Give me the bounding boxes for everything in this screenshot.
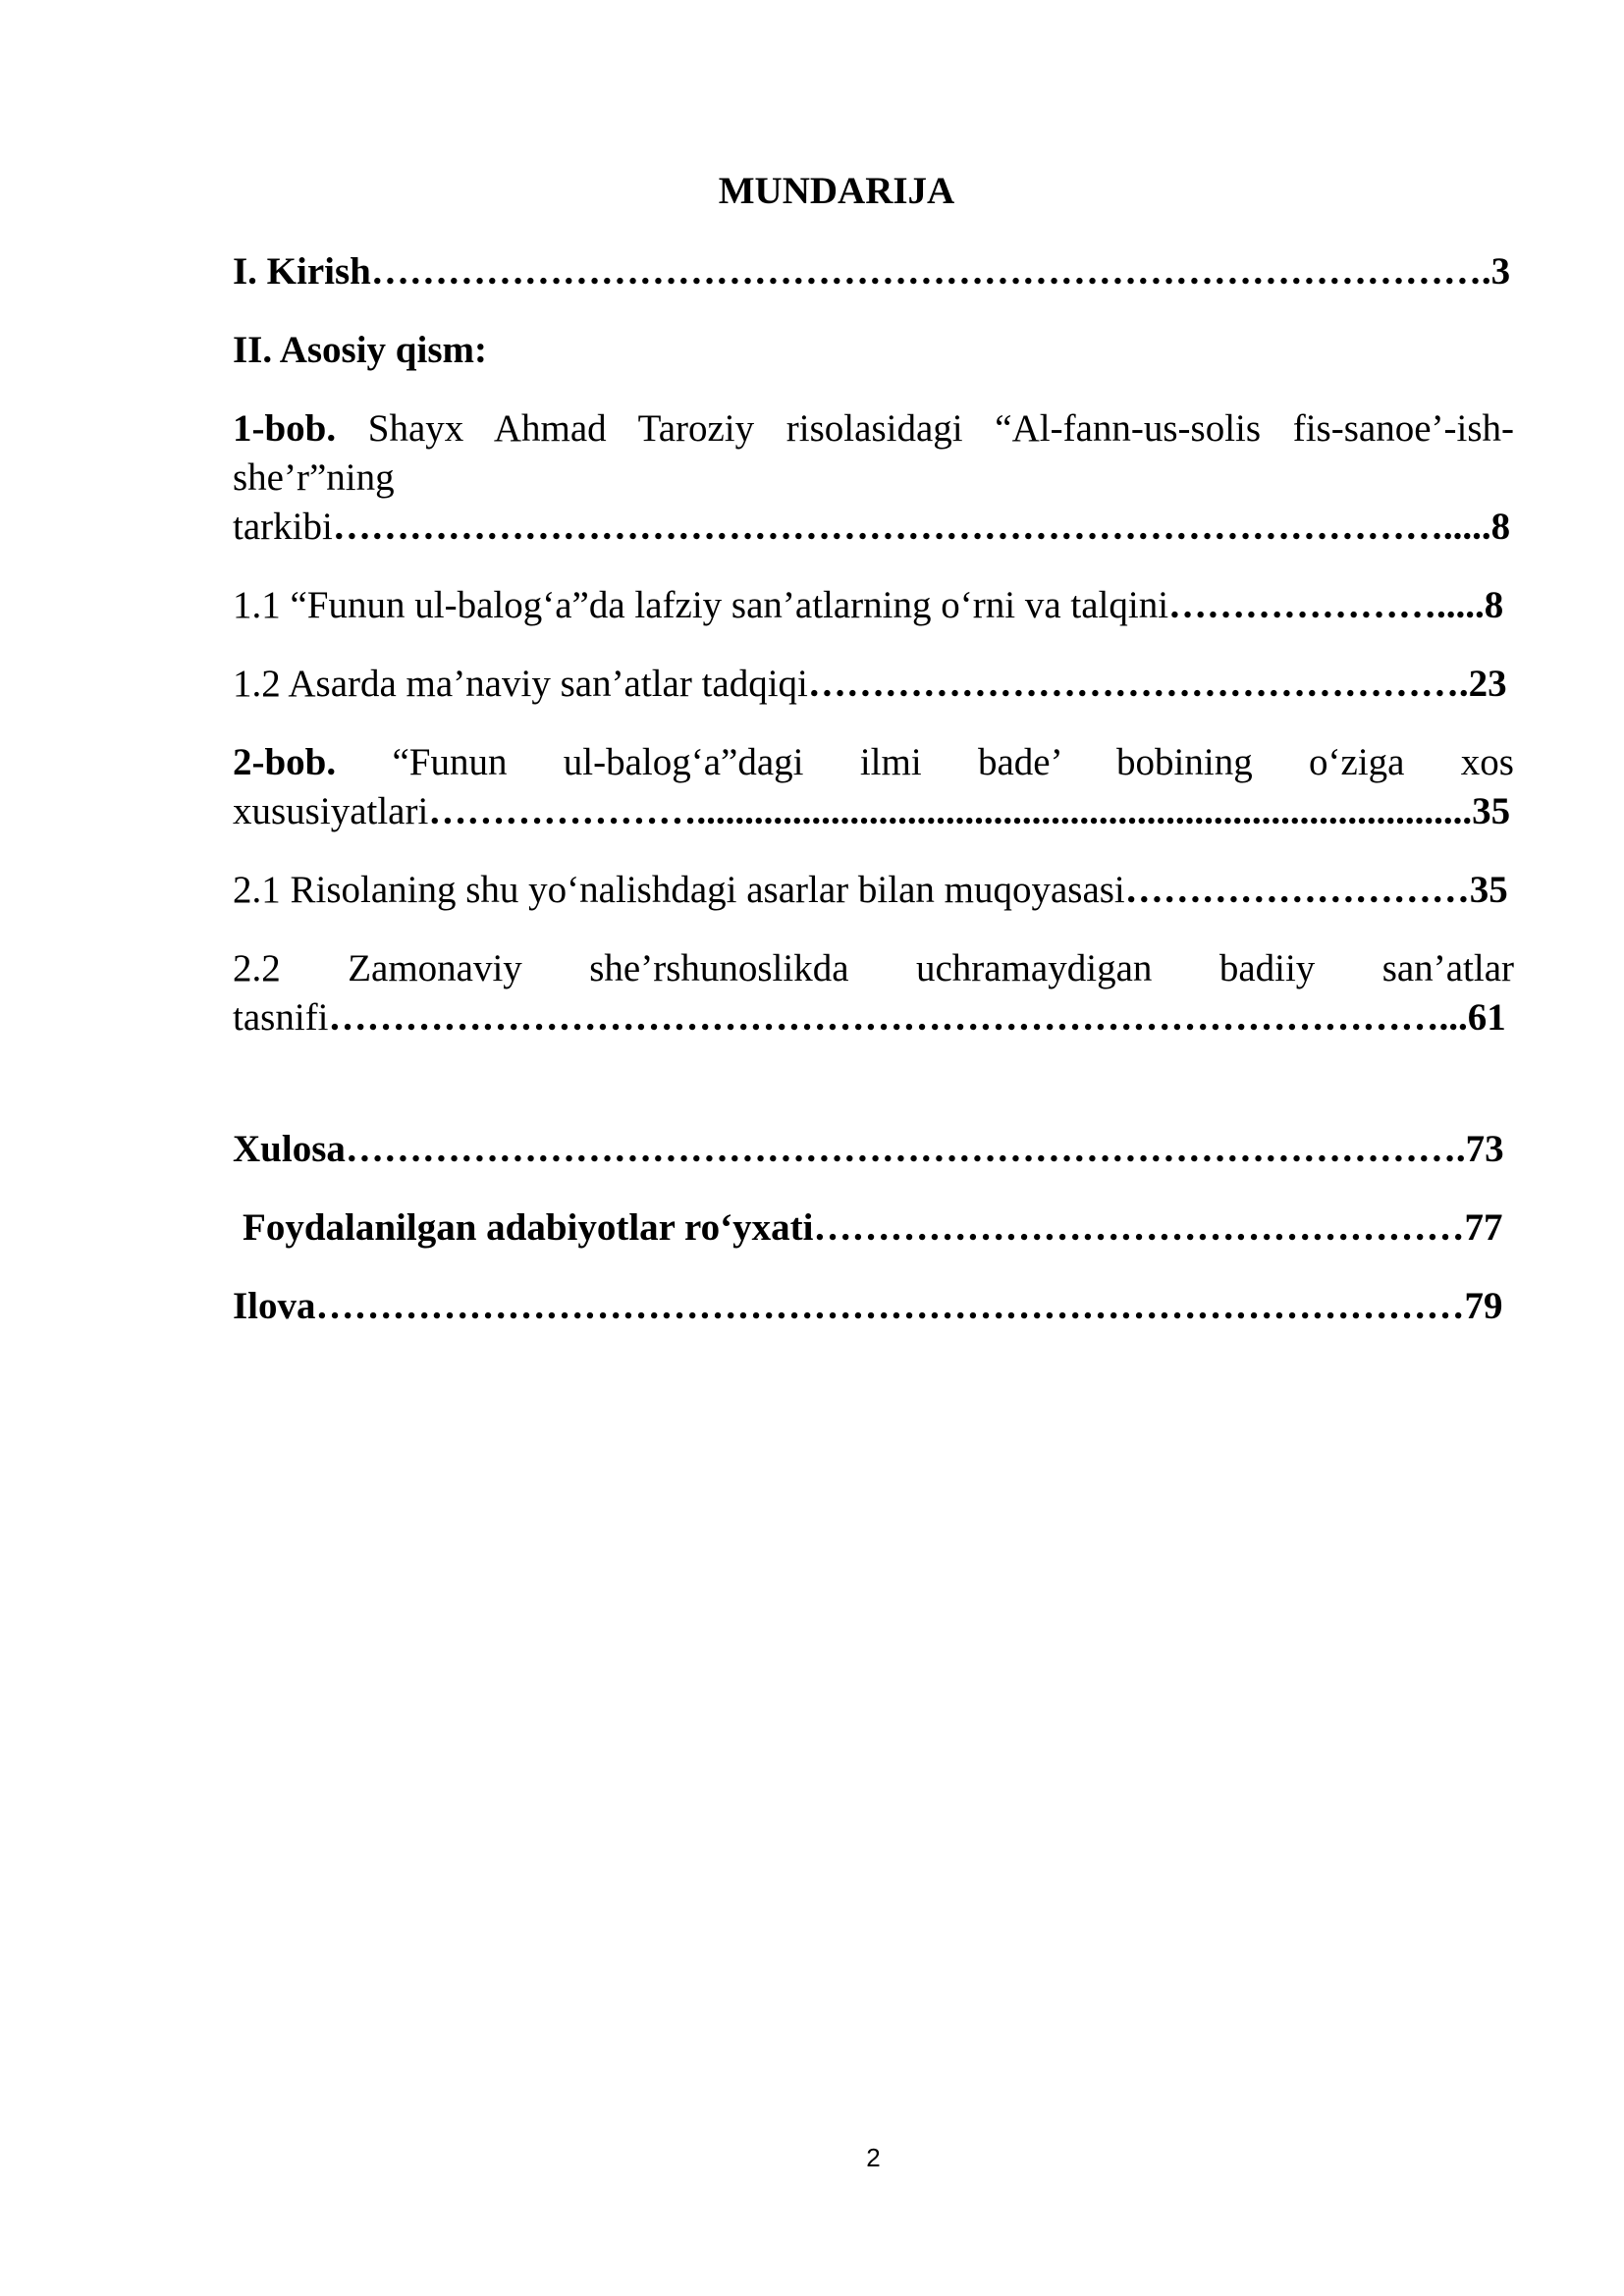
toc-entry-section-1-2 <box>233 660 1514 709</box>
dot-leader: ……………………… <box>1124 869 1470 911</box>
page-reference: 77 <box>1464 1206 1503 1249</box>
toc-entry-main-part <box>233 326 1514 375</box>
chapter-title: “Funun ul-balog‘a”dagi ilmi bade’ bobining o‘ziga xos <box>392 741 1514 783</box>
table-of-contents <box>233 247 1514 1361</box>
dot-leader: ……………………………………………………………………………. <box>370 250 1491 293</box>
toc-entry-section-2-1 <box>233 866 1514 915</box>
dot-leader: ……………………………………………………………………………. <box>345 1128 1466 1170</box>
toc-line <box>233 1282 1514 1331</box>
page-reference: 23 <box>1468 663 1507 705</box>
entry-label: 2.2 Zamonaviy she’rshunoslikda uchramaydigan badiiy san’atlar <box>233 947 1514 989</box>
chapter-label: 2-bob. <box>233 741 337 783</box>
entry-label: 2.1 Risolaning shu yo‘nalishdagi asarlar bilan muqoyasasi <box>233 869 1125 911</box>
page-reference: 35 <box>1469 869 1508 911</box>
page-reference: 79 <box>1464 1285 1503 1327</box>
dot-leader: …………………………………………… <box>813 1206 1465 1249</box>
dot-leader: ……………………………………………………………………………... <box>328 996 1468 1039</box>
entry-label: II. Asosiy qism: <box>233 329 487 371</box>
toc-line <box>233 1203 1514 1253</box>
entry-label-continuation: tasnifi <box>233 996 329 1039</box>
toc-line <box>233 660 1514 709</box>
toc-line <box>233 866 1514 915</box>
entry-label: Ilova <box>233 1285 316 1327</box>
entry-label: 1.2 Asarda ma’naviy san’atlar tadqiqi <box>233 663 808 705</box>
page-number: 2 <box>866 2143 881 2172</box>
entry-label: Foydalanilgan adabiyotlar ro‘yxati <box>243 1206 814 1249</box>
toc-title: MUNDARIJA <box>718 170 955 212</box>
dot-leader: …………………..... <box>1168 584 1485 626</box>
toc-line <box>233 1125 1514 1174</box>
toc-line <box>233 454 1514 503</box>
chapter-title-continuation: she’r”ning <box>233 456 395 499</box>
dot-leader: ……………………………………………………………………………… <box>315 1285 1465 1327</box>
toc-line <box>233 738 1514 787</box>
toc-line <box>233 326 1514 375</box>
toc-line <box>233 944 1514 993</box>
entry-label: I. Kirish <box>233 250 371 293</box>
toc-entry-appendix <box>233 1282 1514 1331</box>
toc-entry-section-2-2 <box>233 944 1514 1042</box>
chapter-title: Shayx Ahmad Taroziy risolasidagi “Al-fann-us-solis fis-sanoe’-ish- <box>367 407 1514 450</box>
toc-entry-introduction <box>233 247 1514 296</box>
page-reference: 3 <box>1490 250 1511 293</box>
toc-line <box>233 247 1514 296</box>
toc-entry-section-1-1 <box>233 581 1514 630</box>
dot-leader: …………………................................................................................. <box>428 790 1473 832</box>
page-reference: 8 <box>1490 506 1511 548</box>
page-reference: 73 <box>1465 1128 1504 1170</box>
toc-entry-chapter-2 <box>233 738 1514 836</box>
toc-entry-conclusion <box>233 1125 1514 1174</box>
dot-leader: ……………………………………………………………………………..... <box>332 506 1491 548</box>
toc-line <box>233 404 1514 454</box>
entry-label: 1.1 “Funun ul-balog‘a”da lafziy san’atlarning o‘rni va talqini <box>233 584 1169 626</box>
page-reference: 8 <box>1484 584 1504 626</box>
page-reference: 61 <box>1467 996 1506 1039</box>
entry-label: Xulosa <box>233 1128 346 1170</box>
toc-line <box>233 993 1514 1042</box>
chapter-title-continuation: xususiyatlari <box>233 790 429 832</box>
chapter-label: 1-bob. <box>233 407 337 450</box>
toc-entry-chapter-1 <box>233 404 1514 552</box>
dot-leader: ……………………………………………. <box>807 663 1469 705</box>
toc-line <box>233 503 1514 552</box>
toc-line <box>233 581 1514 630</box>
chapter-title-continuation: tarkibi <box>233 506 333 548</box>
toc-line <box>233 787 1514 836</box>
page-reference: 35 <box>1472 790 1511 832</box>
toc-entry-references <box>233 1203 1514 1253</box>
